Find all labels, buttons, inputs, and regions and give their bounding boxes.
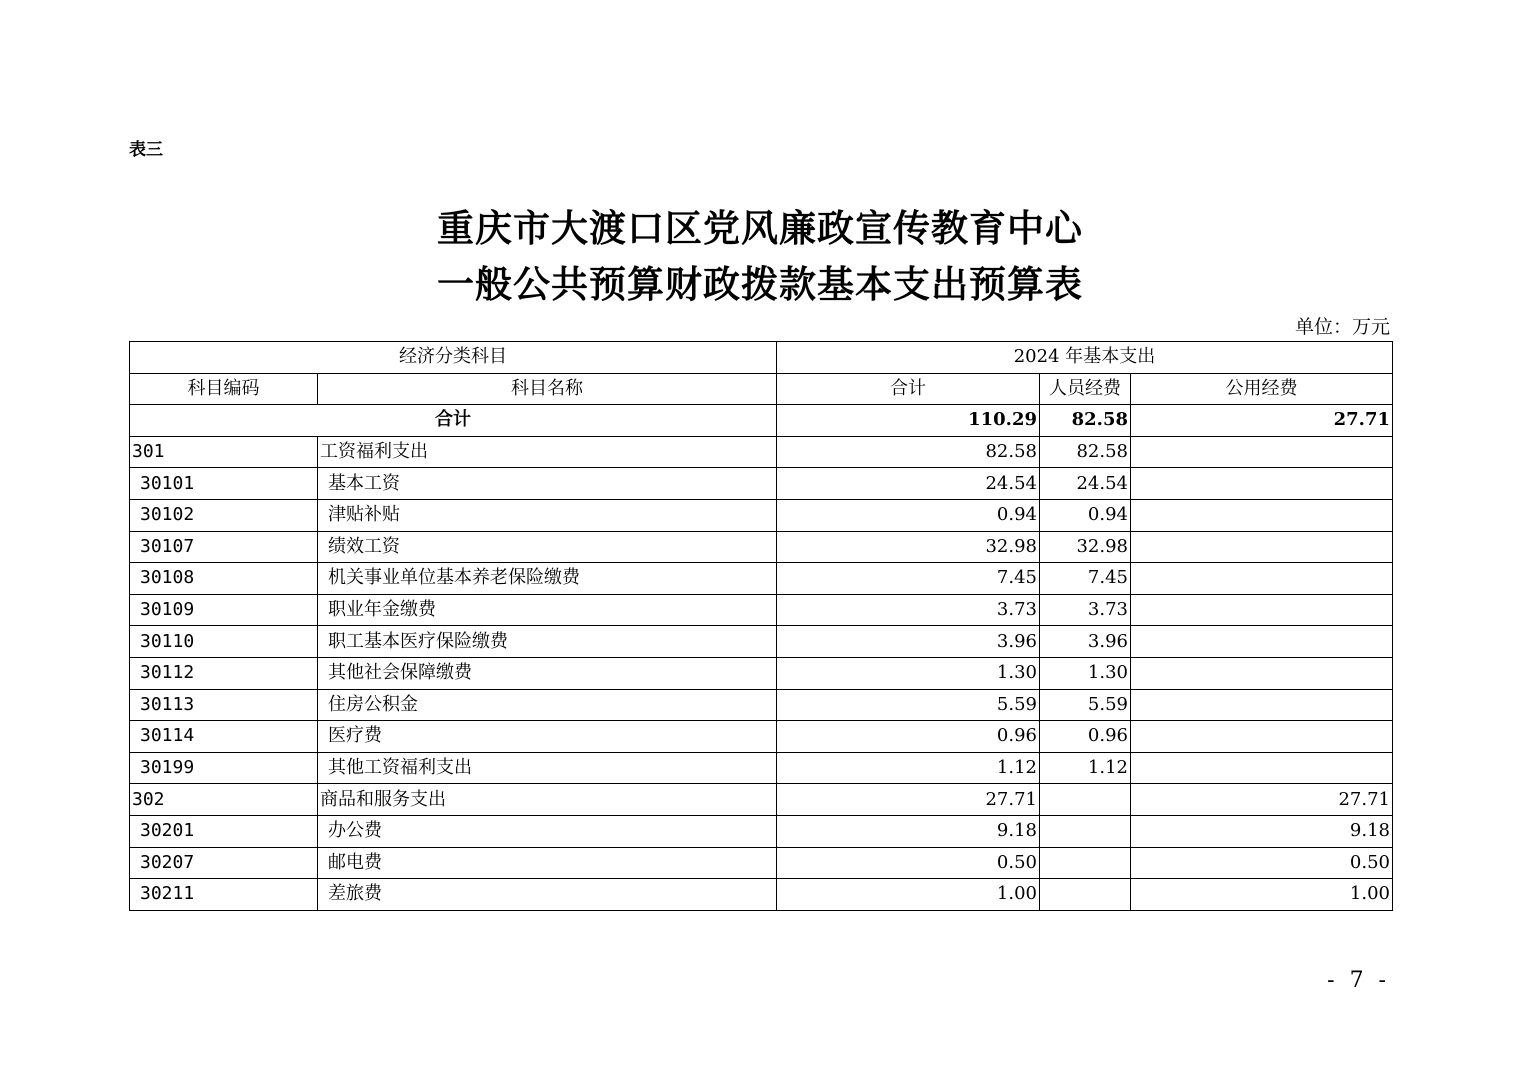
unit-label: 单位：万元	[1294, 316, 1390, 338]
column-header-name: 科目名称	[318, 373, 777, 405]
total-cell-personnel: 82.58	[1040, 405, 1131, 437]
row-public	[1131, 657, 1393, 689]
row-personnel	[1040, 815, 1131, 847]
row-total: 7.45	[777, 563, 1040, 595]
row-total: 0.94	[777, 499, 1040, 531]
row-personnel: 24.54	[1040, 468, 1131, 500]
row-total: 9.18	[777, 815, 1040, 847]
row-public	[1131, 436, 1393, 468]
row-total: 1.12	[777, 752, 1040, 784]
row-public: 1.00	[1131, 879, 1393, 911]
row-public: 9.18	[1131, 815, 1393, 847]
budget-table	[129, 341, 1393, 911]
row-code: 30109	[130, 594, 318, 626]
total-cell-public: 27.71	[1131, 405, 1393, 437]
table-row	[130, 436, 1393, 468]
row-public	[1131, 594, 1393, 626]
row-name: 津贴补贴	[318, 499, 777, 531]
row-code: 302	[130, 784, 318, 816]
row-code: 30207	[130, 847, 318, 879]
column-header-personnel: 人员经费	[1040, 373, 1131, 405]
row-public: 27.71	[1131, 784, 1393, 816]
row-personnel: 32.98	[1040, 531, 1131, 563]
row-personnel: 7.45	[1040, 563, 1131, 595]
row-code: 301	[130, 436, 318, 468]
row-total: 5.59	[777, 689, 1040, 721]
table-row	[130, 752, 1393, 784]
row-personnel	[1040, 847, 1131, 879]
row-personnel: 5.59	[1040, 689, 1131, 721]
row-total: 82.58	[777, 436, 1040, 468]
row-code: 30113	[130, 689, 318, 721]
row-name: 邮电费	[318, 847, 777, 879]
row-name: 基本工资	[318, 468, 777, 500]
row-total: 24.54	[777, 468, 1040, 500]
row-public	[1131, 752, 1393, 784]
table-row	[130, 563, 1393, 595]
row-name: 办公费	[318, 815, 777, 847]
row-total: 0.50	[777, 847, 1040, 879]
row-name: 机关事业单位基本养老保险缴费	[318, 563, 777, 595]
row-code: 30114	[130, 721, 318, 753]
row-name: 住房公积金	[318, 689, 777, 721]
row-public	[1131, 689, 1393, 721]
table-row	[130, 784, 1393, 816]
row-personnel: 1.30	[1040, 657, 1131, 689]
row-personnel	[1040, 879, 1131, 911]
row-total: 32.98	[777, 531, 1040, 563]
row-total: 3.96	[777, 626, 1040, 658]
document-title-line1: 重庆市大渡口区党风廉政宣传教育中心	[437, 206, 1083, 250]
row-name: 商品和服务支出	[318, 784, 777, 816]
column-header-public: 公用经费	[1131, 373, 1393, 405]
table-row	[130, 468, 1393, 500]
row-code: 30201	[130, 815, 318, 847]
table-row	[130, 594, 1393, 626]
row-code: 30101	[130, 468, 318, 500]
row-code: 30199	[130, 752, 318, 784]
row-personnel: 0.96	[1040, 721, 1131, 753]
row-total: 1.00	[777, 879, 1040, 911]
row-public: 0.50	[1131, 847, 1393, 879]
row-personnel: 3.96	[1040, 626, 1131, 658]
row-personnel: 1.12	[1040, 752, 1131, 784]
row-name: 差旅费	[318, 879, 777, 911]
table-row	[130, 815, 1393, 847]
row-total: 27.71	[777, 784, 1040, 816]
table-label: 表三	[129, 140, 163, 160]
row-code: 30110	[130, 626, 318, 658]
row-public	[1131, 499, 1393, 531]
row-public	[1131, 563, 1393, 595]
total-cell-total: 110.29	[777, 405, 1040, 437]
table-row	[130, 721, 1393, 753]
table-body	[130, 405, 1393, 911]
total-row	[130, 405, 1393, 437]
row-code: 30107	[130, 531, 318, 563]
page-number: - 7 -	[1327, 968, 1390, 993]
table-row	[130, 531, 1393, 563]
row-public	[1131, 721, 1393, 753]
row-public	[1131, 626, 1393, 658]
header-economic-classification: 经济分类科目	[130, 342, 777, 374]
row-code: 30102	[130, 499, 318, 531]
row-total: 3.73	[777, 594, 1040, 626]
total-label: 合计	[130, 405, 777, 437]
column-header-total: 合计	[777, 373, 1040, 405]
row-personnel: 82.58	[1040, 436, 1131, 468]
table-row	[130, 626, 1393, 658]
row-personnel: 3.73	[1040, 594, 1131, 626]
row-public	[1131, 468, 1393, 500]
header-basic-expenditure-2024: 2024 年基本支出	[777, 342, 1393, 374]
header-group-row	[130, 342, 1393, 374]
row-public	[1131, 531, 1393, 563]
row-total: 0.96	[777, 721, 1040, 753]
row-code: 30211	[130, 879, 318, 911]
row-code: 30108	[130, 563, 318, 595]
row-name: 绩效工资	[318, 531, 777, 563]
row-code: 30112	[130, 657, 318, 689]
header-column-row	[130, 373, 1393, 405]
table-row	[130, 879, 1393, 911]
row-name: 职工基本医疗保险缴费	[318, 626, 777, 658]
table-row	[130, 499, 1393, 531]
table-row	[130, 689, 1393, 721]
column-header-code: 科目编码	[130, 373, 318, 405]
row-total: 1.30	[777, 657, 1040, 689]
row-name: 工资福利支出	[318, 436, 777, 468]
table-row	[130, 847, 1393, 879]
table-row	[130, 657, 1393, 689]
row-name: 职业年金缴费	[318, 594, 777, 626]
row-personnel	[1040, 784, 1131, 816]
document-title-line2: 一般公共预算财政拨款基本支出预算表	[437, 262, 1083, 306]
row-name: 其他社会保障缴费	[318, 657, 777, 689]
row-name: 医疗费	[318, 721, 777, 753]
row-name: 其他工资福利支出	[318, 752, 777, 784]
row-personnel: 0.94	[1040, 499, 1131, 531]
